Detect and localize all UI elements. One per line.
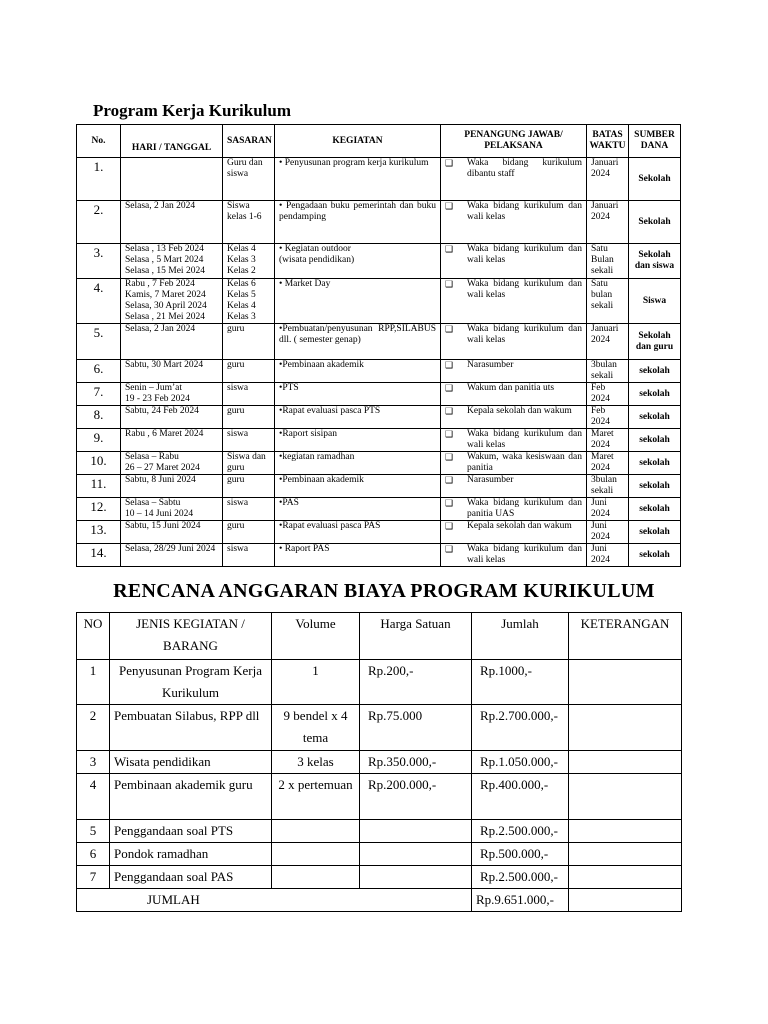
table-row bbox=[77, 158, 681, 201]
rab-row-volume bbox=[272, 866, 360, 889]
rab-row-keterangan bbox=[569, 660, 682, 705]
table-row bbox=[77, 324, 681, 360]
row-penanggung-jawab bbox=[441, 324, 587, 360]
table-row bbox=[77, 279, 681, 324]
row-kegiatan: •kegiatan ramadhan bbox=[275, 452, 441, 475]
checkbox-icon: ❑ bbox=[445, 406, 454, 416]
checkbox-icon: ❑ bbox=[445, 244, 454, 254]
checkbox-icon: ❑ bbox=[445, 360, 454, 370]
row-penanggung-jawab bbox=[441, 383, 587, 406]
row-hari-tanggal: Sabtu, 15 Juni 2024 bbox=[121, 521, 223, 544]
row-batas-waktu: Feb 2024 bbox=[587, 383, 629, 406]
row-kegiatan: •Pembuatan/penyusunan RPP,SILABUS dll. ( semester genap) bbox=[275, 324, 441, 360]
row-number: 7. bbox=[77, 383, 121, 406]
rab-row-keterangan bbox=[569, 705, 682, 751]
row-batas-waktu: Satu bulan sekali bbox=[587, 279, 629, 324]
row-penanggung-jawab-text: Wakum, waka kesiswaan dan panitia bbox=[467, 452, 582, 473]
rab-row-harga: Rp.350.000,- bbox=[360, 751, 472, 774]
row-sumber-dana: Siswa bbox=[629, 279, 681, 324]
row-sasaran: Siswa dan guru bbox=[223, 452, 275, 475]
rab-row-volume: 1 bbox=[272, 660, 360, 705]
row-kegiatan: •PAS bbox=[275, 498, 441, 521]
checkbox-icon: ❑ bbox=[445, 521, 454, 531]
row-sumber-dana: Sekolah bbox=[629, 201, 681, 244]
row-kegiatan: •Pembinaan akademik bbox=[275, 360, 441, 383]
rab-row-keterangan bbox=[569, 774, 682, 820]
row-batas-waktu: Maret 2024 bbox=[587, 452, 629, 475]
row-hari-tanggal: Sabtu, 8 Juni 2024 bbox=[121, 475, 223, 498]
row-penanggung-jawab-text: Waka bidang kurikulum dan wali kelas bbox=[467, 429, 582, 450]
row-sasaran: guru bbox=[223, 521, 275, 544]
rab-row-no: 6 bbox=[77, 843, 110, 866]
rab-row-keterangan bbox=[569, 820, 682, 843]
rab-total-value: Rp.9.651.000,- bbox=[472, 889, 569, 912]
rab-row-jenis: Pembinaan akademik guru bbox=[110, 774, 272, 820]
row-sumber-dana: sekolah bbox=[629, 406, 681, 429]
rab-row-volume: 3 kelas bbox=[272, 751, 360, 774]
row-penanggung-jawab bbox=[441, 452, 587, 475]
row-sasaran: Guru dan siswa bbox=[223, 158, 275, 201]
rab-row-keterangan bbox=[569, 751, 682, 774]
row-penanggung-jawab bbox=[441, 544, 587, 567]
row-penanggung-jawab-text: Waka bidang kurikulum dan wali kelas bbox=[467, 201, 582, 222]
header-sasaran: SASARAN bbox=[223, 125, 275, 158]
row-number: 5. bbox=[77, 324, 121, 360]
row-hari-tanggal: Selasa – Sabtu 10 – 14 Juni 2024 bbox=[121, 498, 223, 521]
checkbox-icon: ❑ bbox=[445, 158, 454, 168]
row-kegiatan: • Kegiatan outdoor (wisata pendidikan) bbox=[275, 244, 441, 279]
rab-row-harga bbox=[360, 866, 472, 889]
checkbox-icon: ❑ bbox=[445, 498, 454, 508]
table-row bbox=[77, 429, 681, 452]
table-row bbox=[77, 705, 682, 751]
checkbox-icon: ❑ bbox=[445, 279, 454, 289]
rab-row-jumlah: Rp.2.500.000,- bbox=[472, 820, 569, 843]
row-penanggung-jawab bbox=[441, 244, 587, 279]
rab-row-no: 5 bbox=[77, 820, 110, 843]
row-penanggung-jawab bbox=[441, 201, 587, 244]
rab-row-jumlah: Rp.400.000,- bbox=[472, 774, 569, 820]
row-number: 12. bbox=[77, 498, 121, 521]
table-row bbox=[77, 774, 682, 820]
row-hari-tanggal: Selasa – Rabu 26 – 27 Maret 2024 bbox=[121, 452, 223, 475]
row-batas-waktu: Januari 2024 bbox=[587, 201, 629, 244]
row-hari-tanggal: Rabu , 7 Feb 2024 Kamis, 7 Maret 2024 Selasa, 30 April 2024 Selasa , 21 Mei 2024 bbox=[121, 279, 223, 324]
table-row bbox=[77, 843, 682, 866]
row-penanggung-jawab-text: Kepala sekolah dan wakum bbox=[467, 406, 572, 416]
checkbox-icon: ❑ bbox=[445, 324, 454, 334]
rab-row-jumlah: Rp.2.500.000,- bbox=[472, 866, 569, 889]
rab-row-jumlah: Rp.1.050.000,- bbox=[472, 751, 569, 774]
row-sasaran: guru bbox=[223, 324, 275, 360]
row-sumber-dana: Sekolah dan siswa bbox=[629, 244, 681, 279]
row-sasaran: siswa bbox=[223, 383, 275, 406]
row-hari-tanggal: Selasa, 2 Jan 2024 bbox=[121, 201, 223, 244]
rab-row-jenis: Pembuatan Silabus, RPP dll bbox=[110, 705, 272, 751]
checkbox-icon: ❑ bbox=[445, 383, 454, 393]
row-number: 4. bbox=[77, 279, 121, 324]
checkbox-icon: ❑ bbox=[445, 475, 454, 485]
rab-row-keterangan bbox=[569, 866, 682, 889]
checkbox-icon: ❑ bbox=[445, 544, 454, 554]
row-sumber-dana: sekolah bbox=[629, 452, 681, 475]
row-sasaran: Siswa kelas 1-6 bbox=[223, 201, 275, 244]
row-batas-waktu: Juni 2024 bbox=[587, 521, 629, 544]
row-batas-waktu: 3bulan sekali bbox=[587, 475, 629, 498]
row-kegiatan: •Raport sisipan bbox=[275, 429, 441, 452]
program-kerja-table bbox=[76, 124, 681, 567]
row-number: 2. bbox=[77, 201, 121, 244]
row-hari-tanggal: Sabtu, 30 Mart 2024 bbox=[121, 360, 223, 383]
rab-row-volume bbox=[272, 843, 360, 866]
row-batas-waktu: Feb 2024 bbox=[587, 406, 629, 429]
row-penanggung-jawab bbox=[441, 429, 587, 452]
row-kegiatan: •Rapat evaluasi pasca PTS bbox=[275, 406, 441, 429]
row-batas-waktu: 3bulan sekali bbox=[587, 360, 629, 383]
row-penanggung-jawab bbox=[441, 279, 587, 324]
table-row bbox=[77, 498, 681, 521]
rab-row-harga: Rp.75.000 bbox=[360, 705, 472, 751]
rab-row-no: 3 bbox=[77, 751, 110, 774]
row-number: 1. bbox=[77, 158, 121, 201]
rab-row-no: 1 bbox=[77, 660, 110, 705]
row-sumber-dana: sekolah bbox=[629, 544, 681, 567]
table-row bbox=[77, 244, 681, 279]
rab-row-jenis: Penyusunan Program Kerja Kurikulum bbox=[110, 660, 272, 705]
header-hari: HARI / TANGGAL bbox=[121, 125, 223, 158]
row-hari-tanggal bbox=[121, 158, 223, 201]
row-hari-tanggal: Selasa , 13 Feb 2024 Selasa , 5 Mart 2024 Selasa , 15 Mei 2024 bbox=[121, 244, 223, 279]
row-sumber-dana: sekolah bbox=[629, 429, 681, 452]
row-hari-tanggal: Selasa, 28/29 Juni 2024 bbox=[121, 544, 223, 567]
rab-row-no: 7 bbox=[77, 866, 110, 889]
rab-row-jumlah: Rp.2.700.000,- bbox=[472, 705, 569, 751]
row-penanggung-jawab-text: Narasumber bbox=[467, 475, 514, 485]
rab-row-keterangan bbox=[569, 843, 682, 866]
row-batas-waktu: Januari 2024 bbox=[587, 324, 629, 360]
checkbox-icon: ❑ bbox=[445, 201, 454, 211]
row-number: 10. bbox=[77, 452, 121, 475]
rab-row-no: 2 bbox=[77, 705, 110, 751]
rab-row-jenis: Penggandaan soal PAS bbox=[110, 866, 272, 889]
row-hari-tanggal: Sabtu, 24 Feb 2024 bbox=[121, 406, 223, 429]
header-no: No. bbox=[77, 125, 121, 158]
row-sumber-dana: sekolah bbox=[629, 383, 681, 406]
row-hari-tanggal: Rabu , 6 Maret 2024 bbox=[121, 429, 223, 452]
row-penanggung-jawab-text: Waka bidang kurikulum dibantu staff bbox=[467, 158, 582, 179]
row-number: 3. bbox=[77, 244, 121, 279]
rab-row-volume bbox=[272, 820, 360, 843]
row-sumber-dana: sekolah bbox=[629, 360, 681, 383]
row-sasaran: siswa bbox=[223, 429, 275, 452]
row-penanggung-jawab bbox=[441, 360, 587, 383]
table-row bbox=[77, 544, 681, 567]
table-row bbox=[77, 406, 681, 429]
rab-header-jumlah: Jumlah bbox=[472, 613, 569, 660]
row-number: 13. bbox=[77, 521, 121, 544]
rab-title: RENCANA ANGGARAN BIAYA PROGRAM KURIKULUM bbox=[113, 580, 655, 602]
row-hari-tanggal: Senin – Jum’at 19 - 23 Feb 2024 bbox=[121, 383, 223, 406]
rab-header-no: NO bbox=[77, 613, 110, 660]
program-title: Program Kerja Kurikulum bbox=[93, 101, 291, 120]
rab-row-harga: Rp.200,- bbox=[360, 660, 472, 705]
row-kegiatan: • Pengadaan buku pemerintah dan buku pendamping bbox=[275, 201, 441, 244]
row-number: 8. bbox=[77, 406, 121, 429]
rab-row-jenis: Penggandaan soal PTS bbox=[110, 820, 272, 843]
table-row bbox=[77, 360, 681, 383]
rab-header-harga: Harga Satuan bbox=[360, 613, 472, 660]
table-row bbox=[77, 820, 682, 843]
row-sumber-dana: sekolah bbox=[629, 498, 681, 521]
row-number: 9. bbox=[77, 429, 121, 452]
table-row bbox=[77, 475, 681, 498]
row-penanggung-jawab-text: Narasumber bbox=[467, 360, 514, 370]
rab-row-volume: 2 x pertemuan bbox=[272, 774, 360, 820]
row-penanggung-jawab bbox=[441, 498, 587, 521]
rab-total-keterangan bbox=[569, 889, 682, 912]
row-kegiatan: • Market Day bbox=[275, 279, 441, 324]
row-sasaran: siswa bbox=[223, 544, 275, 567]
header-kegiatan: KEGIATAN bbox=[275, 125, 441, 158]
row-number: 14. bbox=[77, 544, 121, 567]
row-kegiatan: •PTS bbox=[275, 383, 441, 406]
row-sasaran: Kelas 6 Kelas 5 Kelas 4 Kelas 3 bbox=[223, 279, 275, 324]
rab-row-jumlah: Rp.1000,- bbox=[472, 660, 569, 705]
rab-table bbox=[76, 612, 682, 912]
rab-row-jenis: Pondok ramadhan bbox=[110, 843, 272, 866]
rab-row-no: 4 bbox=[77, 774, 110, 820]
row-penanggung-jawab-text: Wakum dan panitia uts bbox=[467, 383, 555, 393]
row-number: 11. bbox=[77, 475, 121, 498]
row-kegiatan: • Penyusunan program kerja kurikulum bbox=[275, 158, 441, 201]
row-sasaran: guru bbox=[223, 406, 275, 429]
row-sumber-dana: sekolah bbox=[629, 475, 681, 498]
table-row bbox=[77, 383, 681, 406]
table-row bbox=[77, 751, 682, 774]
row-kegiatan: •Pembinaan akademik bbox=[275, 475, 441, 498]
rab-row-volume: 9 bendel x 4 tema bbox=[272, 705, 360, 751]
row-batas-waktu: Januari 2024 bbox=[587, 158, 629, 201]
row-sumber-dana: sekolah bbox=[629, 521, 681, 544]
row-penanggung-jawab bbox=[441, 158, 587, 201]
table-row bbox=[77, 866, 682, 889]
header-batas: BATAS WAKTU bbox=[587, 125, 629, 158]
rab-row-harga: Rp.200.000,- bbox=[360, 774, 472, 820]
row-penanggung-jawab-text: Waka bidang kurikulum dan wali kelas bbox=[467, 244, 582, 265]
row-batas-waktu: Juni 2024 bbox=[587, 544, 629, 567]
row-batas-waktu: Juni 2024 bbox=[587, 498, 629, 521]
row-batas-waktu: Maret 2024 bbox=[587, 429, 629, 452]
row-sumber-dana: Sekolah dan guru bbox=[629, 324, 681, 360]
row-sasaran: guru bbox=[223, 360, 275, 383]
rab-header-keterangan: KETERANGAN bbox=[569, 613, 682, 660]
rab-header-jenis: JENIS KEGIATAN / BARANG bbox=[110, 613, 272, 660]
row-penanggung-jawab-text: Waka bidang kurikulum dan wali kelas bbox=[467, 279, 582, 300]
row-sasaran: Kelas 4 Kelas 3 Kelas 2 bbox=[223, 244, 275, 279]
row-kegiatan: • Raport PAS bbox=[275, 544, 441, 567]
row-hari-tanggal: Selasa, 2 Jan 2024 bbox=[121, 324, 223, 360]
row-penanggung-jawab bbox=[441, 406, 587, 429]
row-sasaran: siswa bbox=[223, 498, 275, 521]
row-penanggung-jawab-text: Waka bidang kurikulum dan wali kelas bbox=[467, 544, 582, 565]
row-penanggung-jawab-text: Waka bidang kurikulum dan panitia UAS bbox=[467, 498, 582, 519]
rab-row-jumlah: Rp.500.000,- bbox=[472, 843, 569, 866]
row-penanggung-jawab bbox=[441, 521, 587, 544]
row-sasaran: guru bbox=[223, 475, 275, 498]
row-kegiatan: •Rapat evaluasi pasca PAS bbox=[275, 521, 441, 544]
row-sumber-dana: Sekolah bbox=[629, 158, 681, 201]
table-row bbox=[77, 452, 681, 475]
row-penanggung-jawab bbox=[441, 475, 587, 498]
row-penanggung-jawab-text: Waka bidang kurikulum dan wali kelas bbox=[467, 324, 582, 345]
rab-row-harga bbox=[360, 843, 472, 866]
rab-total-label: JUMLAH bbox=[77, 889, 472, 912]
checkbox-icon: ❑ bbox=[445, 429, 454, 439]
rab-row-harga bbox=[360, 820, 472, 843]
table-row bbox=[77, 660, 682, 705]
row-number: 6. bbox=[77, 360, 121, 383]
table-row bbox=[77, 521, 681, 544]
rab-row-jenis: Wisata pendidikan bbox=[110, 751, 272, 774]
header-dana: SUMBER DANA bbox=[629, 125, 681, 158]
table-row bbox=[77, 201, 681, 244]
row-batas-waktu: Satu Bulan sekali bbox=[587, 244, 629, 279]
rab-header-volume: Volume bbox=[272, 613, 360, 660]
row-penanggung-jawab-text: Kepala sekolah dan wakum bbox=[467, 521, 572, 531]
checkbox-icon: ❑ bbox=[445, 452, 454, 462]
header-pj: PENANGUNG JAWAB/ PELAKSANA bbox=[441, 125, 587, 158]
